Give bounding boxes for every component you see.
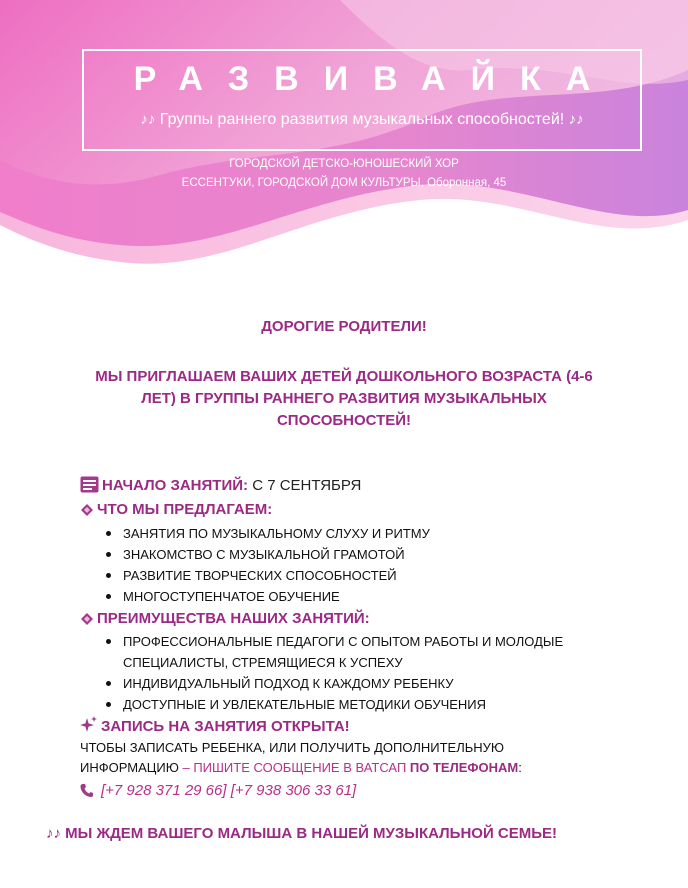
phone-icon (80, 783, 93, 802)
list-item: МНОГОСТУПЕНЧАТОЕ ОБУЧЕНИЕ (103, 586, 603, 607)
list-item: ЗНАКОМСТВО С МУЗЫКАЛЬНОЙ ГРАМОТОЙ (103, 544, 603, 565)
offer-heading (80, 500, 272, 523)
calendar-icon (80, 476, 99, 499)
org-name: ГОРОДСКОЙ ДЕТСКО-ЮНОШЕСКИЙ ХОР (229, 158, 459, 170)
list-item: ИНДИВИДУАЛЬНЫЙ ПОДХОД К КАЖДОМУ РЕБЕНКУ (103, 673, 603, 694)
phone-numbers (80, 782, 356, 802)
page-title: РАЗВИВАЙКА (133, 60, 616, 98)
greeting: ДОРОГИЕ РОДИТЕЛИ! (261, 318, 427, 335)
colon: : (518, 760, 522, 775)
list-item: ЗАНЯТИЯ ПО МУЗЫКАЛЬНОМУ СЛУХУ И РИТМУ (103, 523, 603, 544)
invitation: МЫ ПРИГЛАШАЕМ ВАШИХ ДЕТЕЙ ДОШКОЛЬНОГО ВОЗРАСТА (4-6 ЛЕТ) В ГРУППЫ РАННЕГО РАЗВИТИЯ МУЗЫКАЛЬНЫХ СПОСОБНОСТЕЙ! (95, 368, 593, 429)
sparkles-icon (80, 716, 98, 740)
subtitle-text: Группы раннего развития музыкальных способностей! (159, 111, 565, 128)
subtitle (84, 109, 640, 131)
music-notes-icon: ♪♪ (568, 111, 584, 128)
info-word: ИНФОРМАЦИЮ (80, 760, 179, 775)
advantages-list (103, 631, 603, 715)
music-notes-icon: ♪♪ (140, 111, 156, 128)
list-item: ДОСТУПНЫЕ И УВЛЕКАТЕЛЬНЫЕ МЕТОДИКИ ОБУЧЕНИЯ (103, 694, 603, 715)
offer-title: ЧТО МЫ ПРЕДЛАГАЕМ: (97, 501, 273, 518)
enroll-heading (80, 716, 350, 740)
closing-text: МЫ ЖДЕМ ВАШЕГО МАЛЫША В НАШЕЙ МУЗЫКАЛЬНОЙ СЕМЬЕ! (65, 825, 558, 842)
phone-text[interactable]: [+7 928 371 29 66] [+7 938 306 33 61] (101, 782, 357, 799)
closing-line (46, 825, 557, 842)
list-item: РАЗВИТИЕ ТВОРЧЕСКИХ СПОСОБНОСТЕЙ (103, 565, 603, 586)
offer-list (103, 523, 603, 607)
start-date-line (80, 476, 361, 499)
advantages-title: ПРЕИМУЩЕСТВА НАШИХ ЗАНЯТИЙ: (97, 610, 370, 627)
diamond-icon (80, 612, 94, 632)
enroll-text-line1: ЧТОБЫ ЗАПИСАТЬ РЕБЕНКА, ИЛИ ПОЛУЧИТЬ ДОПОЛНИТЕЛЬНУЮ (80, 740, 505, 755)
start-label: НАЧАЛО ЗАНЯТИЙ: (102, 477, 249, 494)
whatsapp-instruction: – ПИШИТЕ СООБЩЕНИЕ В ВАТСАП (178, 760, 410, 775)
enroll-title: ЗАПИСЬ НА ЗАНЯТИЯ ОТКРЫТА! (101, 718, 350, 735)
start-value: С 7 СЕНТЯБРЯ (252, 477, 362, 494)
diamond-icon (80, 503, 94, 523)
title-frame (82, 49, 642, 151)
list-item: ПРОФЕССИОНАЛЬНЫЕ ПЕДАГОГИ С ОПЫТОМ РАБОТЫ И МОЛОДЫЕ СПЕЦИАЛИСТЫ, СТРЕМЯЩИЕСЯ К УСПЕХУ (103, 631, 593, 673)
advantages-heading (80, 609, 370, 632)
by-phone-label: ПО ТЕЛЕФОНАМ (409, 760, 519, 775)
enroll-text-line2 (80, 758, 522, 777)
music-notes-icon: ♪♪ (46, 825, 61, 842)
org-address: ЕССЕНТУКИ, ГОРОДСКОЙ ДОМ КУЛЬТУРЫ, Оборонная, 45 (181, 177, 507, 189)
